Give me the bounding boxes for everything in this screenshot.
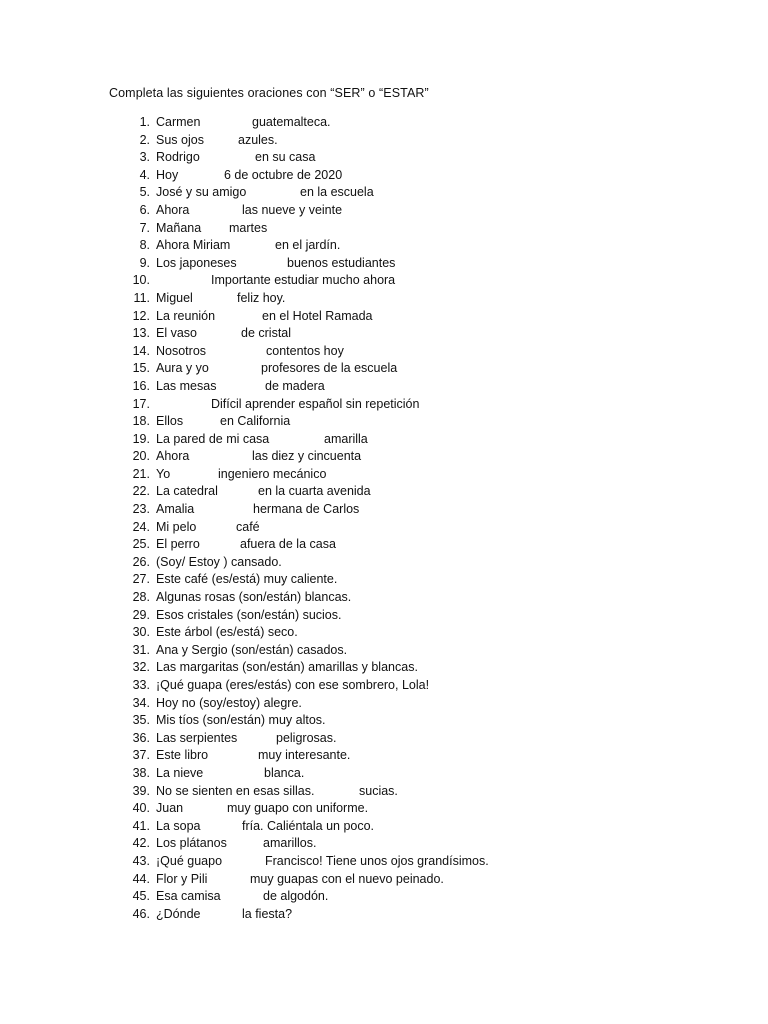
exercise-number: 31. (132, 642, 150, 657)
exercise-number: 44. (132, 871, 150, 886)
exercise-number: 30. (132, 625, 150, 640)
exercise-number: 29. (132, 607, 150, 622)
exercise-predicate: muy guapas con el nuevo peinado. (250, 871, 444, 886)
exercise-subject: Los plátanos (156, 836, 227, 851)
exercise-predicate: las diez y cincuenta (252, 449, 362, 464)
exercise-predicate: en la escuela (300, 185, 374, 200)
exercise-subject: Carmen (156, 115, 201, 129)
exercise-number: 24. (132, 519, 150, 534)
exercise-number: 42. (132, 836, 150, 851)
exercise-subject: El vaso (156, 326, 197, 341)
exercise-number: 1. (139, 115, 150, 129)
exercise-predicate: la fiesta? (242, 906, 293, 921)
exercise-number: 34. (132, 695, 150, 710)
exercise-predicate: afuera de la casa (240, 537, 336, 552)
exercise-predicate: blanca. (264, 765, 305, 780)
exercise-predicate: buenos estudiantes (287, 255, 396, 270)
exercise-predicate: sucias. (359, 783, 398, 798)
exercise-number: 5. (139, 185, 150, 200)
exercise-subject: Ahora (156, 202, 190, 217)
exercise-subject: Flor y Pili (156, 871, 208, 886)
exercise-number: 19. (132, 431, 150, 446)
exercise-subject: Ahora Miriam (156, 238, 231, 253)
exercise-number: 8. (139, 238, 150, 253)
exercise-subject: No se sienten en esas sillas. (156, 783, 315, 798)
exercise-predicate: Importante estudiar mucho ahora (211, 273, 396, 288)
exercise-number: 21. (132, 466, 150, 481)
exercise-number: 36. (132, 730, 150, 745)
exercise-number: 33. (132, 678, 150, 692)
exercise-number: 37. (132, 748, 150, 763)
exercise-predicate: café (236, 519, 260, 534)
exercise-subject: La nieve (156, 765, 204, 780)
exercise-number: 22. (132, 484, 150, 499)
exercise-subject: Amalia (156, 502, 195, 517)
exercise-predicate: en el jardín. (275, 238, 341, 253)
exercise-number: 4. (139, 167, 150, 182)
exercise-subject: Hoy (156, 167, 179, 182)
exercise-subject: Sus ojos (156, 132, 204, 147)
exercise-number: 32. (132, 660, 150, 675)
exercise-number: 39. (132, 783, 150, 798)
exercise-number: 16. (132, 378, 150, 393)
exercise-subject: Este árbol (es/está) seco. (156, 625, 298, 640)
exercise-predicate: azules. (238, 132, 278, 147)
exercise-predicate: de cristal (241, 326, 292, 341)
exercise-subject: Juan (156, 801, 184, 816)
exercise-predicate: de madera (265, 378, 325, 393)
exercise-number: 25. (132, 537, 150, 552)
exercise-number: 3. (139, 150, 150, 165)
exercise-subject: El perro (156, 537, 200, 552)
exercise-subject: Ellos (156, 414, 184, 429)
exercise-predicate: en su casa (255, 150, 316, 165)
exercise-subject: ¡Qué guapo (156, 853, 223, 868)
exercise-predicate: en la cuarta avenida (258, 484, 371, 499)
exercise-number: 11. (133, 290, 150, 305)
exercise-subject: Mis tíos (son/están) muy altos. (156, 713, 326, 728)
exercise-subject: Nosotros (156, 343, 207, 358)
exercise-predicate: 6 de octubre de 2020 (224, 167, 343, 182)
exercise-number: 13. (132, 326, 150, 341)
exercise-number: 27. (132, 572, 150, 587)
exercise-number: 7. (139, 220, 150, 235)
exercise-predicate: contentos hoy (266, 343, 344, 358)
exercise-subject: (Soy/ Estoy ) cansado. (156, 554, 282, 569)
exercise-number: 38. (132, 765, 150, 780)
exercise-predicate: hermana de Carlos (253, 502, 360, 517)
page-title: Completa las siguientes oraciones con “SER” o “ESTAR” (109, 86, 429, 100)
exercise-number: 43. (132, 853, 150, 868)
exercise-subject: La reunión (156, 308, 216, 323)
exercise-number: 45. (132, 889, 150, 904)
exercise-predicate: amarilla (324, 431, 368, 446)
exercise-subject: José y su amigo (156, 185, 247, 200)
exercise-subject: Mañana (156, 220, 202, 235)
exercise-predicate: fría. Caliéntala un poco. (242, 818, 375, 833)
exercise-subject: La sopa (156, 818, 201, 833)
exercise-subject: Miguel (156, 290, 193, 305)
exercise-subject: Aura y yo (156, 361, 209, 376)
exercise-subject: La catedral (156, 484, 218, 499)
exercise-number: 12. (132, 308, 150, 323)
exercise-predicate: ingeniero mecánico (218, 466, 327, 481)
exercise-subject: Ahora (156, 449, 190, 464)
exercise-predicate: peligrosas. (276, 730, 337, 745)
exercise-number: 18. (132, 414, 150, 429)
exercise-predicate: Difícil aprender español sin repetición (211, 396, 420, 411)
exercise-subject: La pared de mi casa (156, 431, 270, 446)
exercise-number: 41. (132, 818, 150, 833)
exercise-subject: Esa camisa (156, 889, 221, 904)
exercise-subject: Esos cristales (son/están) sucios. (156, 607, 342, 622)
exercise-number: 28. (132, 590, 150, 605)
exercise-number: 9. (139, 255, 150, 270)
exercise-predicate: las nueve y veinte (242, 202, 343, 217)
exercise-number: 20. (132, 449, 150, 464)
exercise-number: 14. (132, 343, 150, 358)
exercise-predicate: en el Hotel Ramada (262, 308, 373, 323)
exercise-predicate: Francisco! Tiene unos ojos grandísimos. (265, 853, 489, 868)
exercise-subject: Mi pelo (156, 519, 197, 534)
exercise-predicate: muy interesante. (258, 748, 351, 763)
exercise-subject: Algunas rosas (son/están) blancas. (156, 590, 352, 605)
exercise-subject: ¿Dónde (156, 906, 201, 921)
exercise-number: 6. (139, 202, 150, 217)
exercise-subject: Hoy no (soy/estoy) alegre. (156, 695, 302, 710)
exercise-subject: Ana y Sergio (son/están) casados. (156, 642, 348, 657)
exercise-predicate: martes (229, 220, 268, 235)
exercise-number: 17. (132, 396, 150, 411)
exercise-predicate: de algodón. (263, 889, 329, 904)
exercise-predicate: muy guapo con uniforme. (227, 801, 369, 816)
exercise-subject: Este libro (156, 748, 209, 763)
exercise-number: 10. (132, 273, 150, 288)
exercise-subject: Las margaritas (son/están) amarillas y blancas. (156, 660, 418, 675)
exercise-subject: Los japoneses (156, 255, 237, 270)
exercise-number: 35. (132, 713, 150, 728)
exercise-subject: Yo (156, 466, 171, 481)
exercise-number: 40. (132, 801, 150, 816)
exercise-predicate: guatemalteca. (252, 115, 331, 129)
exercise-number: 26. (132, 554, 150, 569)
exercise-subject: Rodrigo (156, 150, 200, 165)
exercise-number: 23. (132, 502, 150, 517)
exercise-predicate: profesores de la escuela (261, 361, 398, 376)
exercise-predicate: feliz hoy. (237, 290, 286, 305)
exercise-subject: Las mesas (156, 378, 217, 393)
exercise-number: 15. (132, 361, 150, 376)
exercise-number: 2. (139, 132, 150, 147)
exercise-subject: Este café (es/está) muy caliente. (156, 572, 338, 587)
exercise-subject: ¡Qué guapa (eres/estás) con ese sombrero, Lola! (156, 678, 430, 692)
exercise-predicate: en California (220, 414, 291, 429)
exercise-predicate: amarillos. (263, 836, 317, 851)
exercise-number: 46. (132, 906, 150, 921)
exercise-subject: Las serpientes (156, 730, 238, 745)
